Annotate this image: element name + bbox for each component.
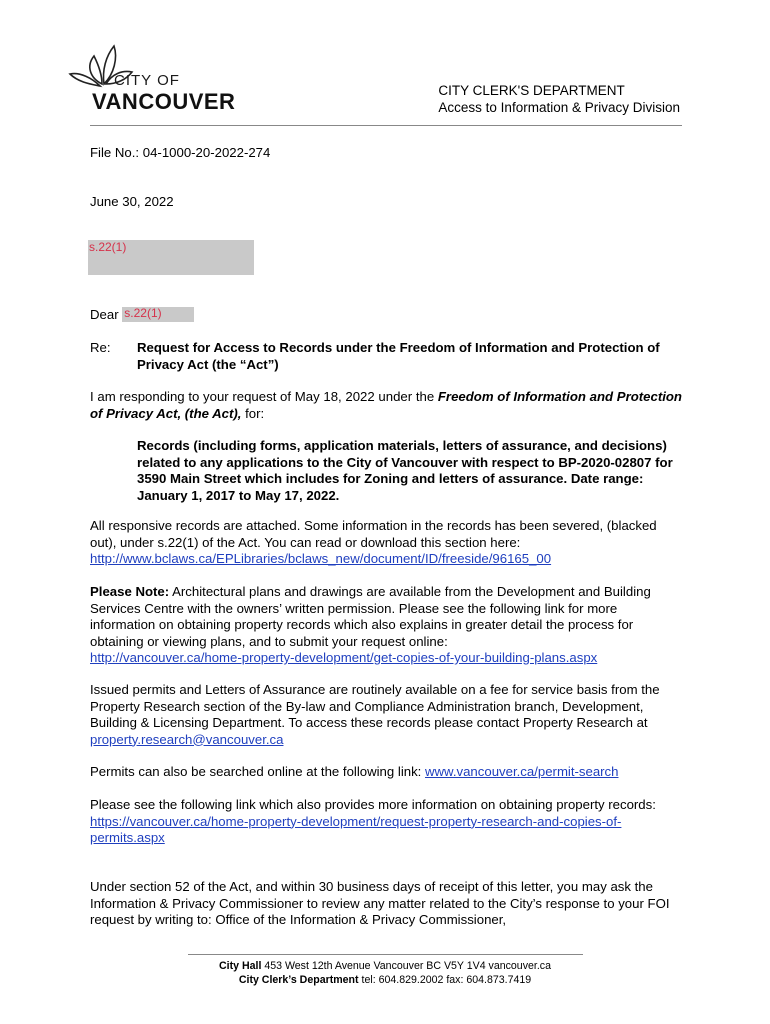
letter-date: June 30, 2022 <box>90 194 174 209</box>
salutation: Dear <box>90 307 119 322</box>
re-label: Re: <box>90 340 111 355</box>
paragraph-severed <box>90 518 682 568</box>
footer-divider <box>188 954 583 955</box>
footer-address <box>150 959 620 973</box>
division-name: Access to Information & Privacy Division <box>438 100 680 115</box>
footer-contact-text: tel: 604.829.2002 fax: 604.873.7419 <box>358 974 532 986</box>
bclaws-link[interactable]: http://www.bclaws.ca/EPLibraries/bclaws_new/document/ID/freeside/96165_00 <box>90 551 552 566</box>
paragraph-property-records <box>90 797 682 847</box>
logo-city-of: CITY OF <box>114 72 180 89</box>
city-logo <box>68 44 248 118</box>
logo-vancouver: VANCOUVER <box>92 89 236 114</box>
intro-text: I am responding to your request of May 18, 2022 under the <box>90 389 438 404</box>
salutation-line <box>90 307 194 324</box>
permit-search-link[interactable]: www.vancouver.ca/permit-search <box>425 764 619 779</box>
department-name: CITY CLERK'S DEPARTMENT <box>438 83 625 98</box>
paragraph-property-records-text: Please see the following link which also provides more information on obtaining property records: <box>90 797 656 812</box>
request-quote: Records (including forms, application materials, letters of assurance, and decisions) related to any applications to the City of Vancouver with respect to BP-2020-02807 for 3590 Main Street which includes for Zoning and letters of assurance. Date range: January 1, 2017 to May 17, 2022. <box>137 438 673 503</box>
paragraph-permits-text: Issued permits and Letters of Assurance are routinely available on a fee for service basis from the Property Research section of the By-law and Compliance Administration branch, Development, Building & Licensing Department. To access these records please contact Property Research at <box>90 682 660 730</box>
re-subject: Request for Access to Records under the Freedom of Information and Protection of Privacy Act (the “Act”) <box>137 340 660 372</box>
paragraph-permit-search-text: Permits can also be searched online at the following link: <box>90 764 425 779</box>
please-note-label: Please Note: <box>90 584 170 599</box>
paragraph-review-rights: Under section 52 of the Act, and within 30 business days of receipt of this letter, you may ask the Information & Privacy Commissioner to review any matter related to the City’s response to your FOI request by writing to: Office of the Information & Privacy Commissioner, <box>90 879 670 927</box>
property-research-link[interactable]: https://vancouver.ca/home-property-development/request-property-research-and-copies-of-permits.aspx <box>90 813 622 845</box>
paragraph-plans <box>90 584 682 667</box>
footer-city-hall-label: City Hall <box>219 960 262 972</box>
intro-tail: for: <box>241 405 265 421</box>
building-plans-link[interactable]: http://vancouver.ca/home-property-development/get-copies-of-your-building-plans.aspx <box>90 650 598 665</box>
paragraph-plans-text: Architectural plans and drawings are available from the Development and Building Services Centre with the owners’ written permission. Please see the following link for more information on obtaining property records which also explains in greater detail the process for obtaining or viewing plans, and to submit your request online: <box>90 584 651 649</box>
intro-paragraph <box>90 389 682 422</box>
department-header <box>438 82 680 116</box>
paragraph-severed-text: All responsive records are attached. Some information in the records has been severed, (blacked out), under s.22(1) of the Act. You can read or download this section here: <box>90 518 657 550</box>
footer-contact <box>150 973 620 987</box>
property-research-email-link[interactable]: property.research@vancouver.ca <box>90 731 284 747</box>
file-number: File No.: 04-1000-20-2022-274 <box>90 145 271 160</box>
footer-address-text: 453 West 12th Avenue Vancouver BC V5Y 1V4 vancouver.ca <box>261 960 551 972</box>
footer-dept-label: City Clerk’s Department <box>238 974 359 986</box>
address-redaction: s.22(1) <box>88 240 254 275</box>
name-redaction: s.22(1) <box>122 307 194 322</box>
intro-act-name: Freedom of Information and Protection of Privacy Act, (the Act), <box>90 389 682 421</box>
header-divider <box>90 125 682 126</box>
paragraph-permit-search <box>90 764 682 781</box>
paragraph-permits <box>90 682 682 748</box>
